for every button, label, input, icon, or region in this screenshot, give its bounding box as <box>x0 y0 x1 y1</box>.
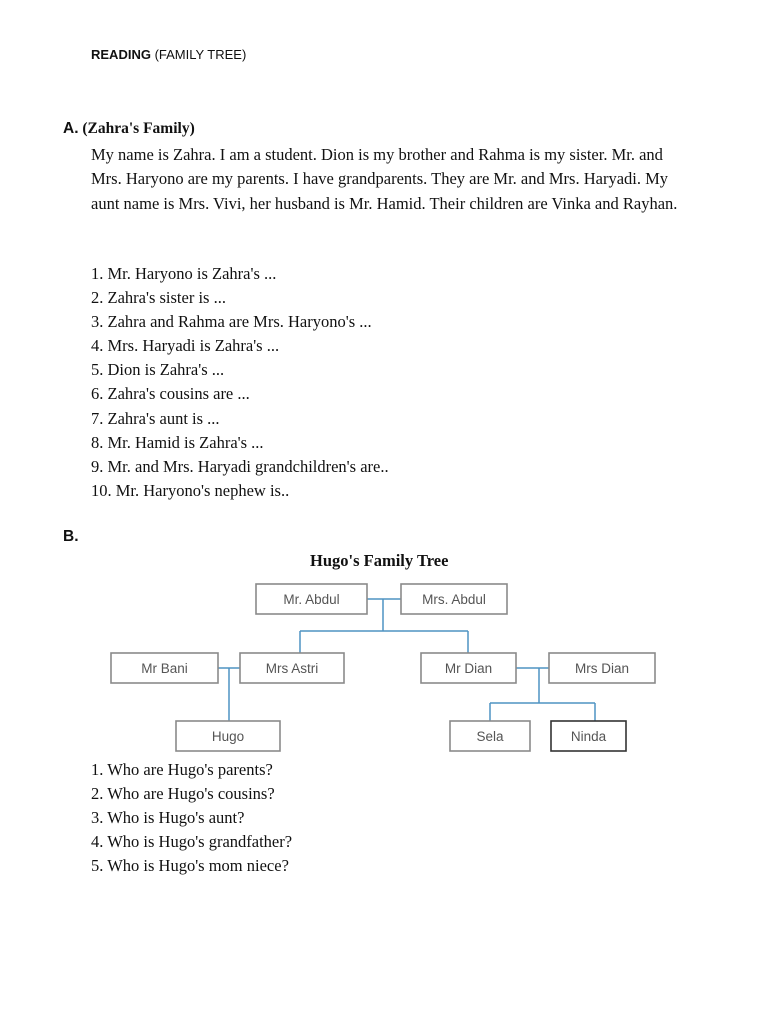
page-title-rest: (FAMILY TREE) <box>150 47 247 62</box>
question-item: 5. Dion is Zahra's ... <box>91 360 225 380</box>
node-hugo <box>176 721 280 751</box>
tree-title: Hugo's Family Tree <box>310 551 449 570</box>
story-paragraph: My name is Zahra. I am a student. Dion is my brother and Rahma is my sister. Mr. and Mrs. Haryono are my parents. I have grandparents. They are Mr. and Mrs. Haryadi. My aunt name is Mrs. Vivi, her husband is Mr. Hamid. Their children are Vinka and Rayhan. <box>91 145 678 213</box>
section-b-letter: B. <box>63 528 79 545</box>
question-item: 10. Mr. Haryono's nephew is.. <box>91 480 290 500</box>
question-item: 1. Mr. Haryono is Zahra's ... <box>91 264 277 283</box>
node-label: Mr. Abdul <box>283 592 340 607</box>
section-b-questions <box>91 758 292 878</box>
question-item: 6. Zahra's cousins are ... <box>91 384 250 404</box>
question-item: 3. Zahra and Rahma are Mrs. Haryono's ... <box>91 312 372 332</box>
question-item: 2. Zahra's sister is ... <box>91 288 226 308</box>
question-item: 7. Zahra's aunt is ... <box>91 408 220 428</box>
node-label: Mrs Astri <box>265 661 319 676</box>
node-label: Ninda <box>570 729 607 744</box>
question-item: 4. Who is Hugo's grandfather? <box>91 832 293 852</box>
question-item: 3. Who is Hugo's aunt? <box>91 808 245 828</box>
section-a-letter: A. <box>63 120 79 137</box>
node-label: Mr Dian <box>444 661 493 676</box>
node-label: Mrs Dian <box>574 661 630 676</box>
node-mrs-abdul <box>401 584 507 614</box>
node-mr-abdul <box>256 584 367 614</box>
section-a-title: (Zahra's Family) <box>78 120 195 137</box>
node-mr-bani <box>111 653 218 683</box>
node-mrs-dian <box>549 653 655 683</box>
question-item: 9. Mr. and Mrs. Haryadi grandchildren's are.. <box>91 456 389 476</box>
question-item: 1. Who are Hugo's parents? <box>91 760 273 779</box>
node-mrs-astri <box>240 653 344 683</box>
question-item: 8. Mr. Hamid is Zahra's ... <box>91 432 264 452</box>
node-label: Mr Bani <box>141 661 188 676</box>
node-label: Mrs. Abdul <box>422 592 486 607</box>
node-mr-dian <box>421 653 516 683</box>
node-ninda <box>551 721 626 751</box>
question-item: 5. Who is Hugo's mom niece? <box>91 856 289 876</box>
node-label: Hugo <box>211 729 245 744</box>
question-item: 2. Who are Hugo's cousins? <box>91 784 275 804</box>
node-label: Sela <box>476 729 504 744</box>
node-sela <box>450 721 530 751</box>
page-title-bold: READING <box>91 47 151 62</box>
question-item: 4. Mrs. Haryadi is Zahra's ... <box>91 336 280 356</box>
